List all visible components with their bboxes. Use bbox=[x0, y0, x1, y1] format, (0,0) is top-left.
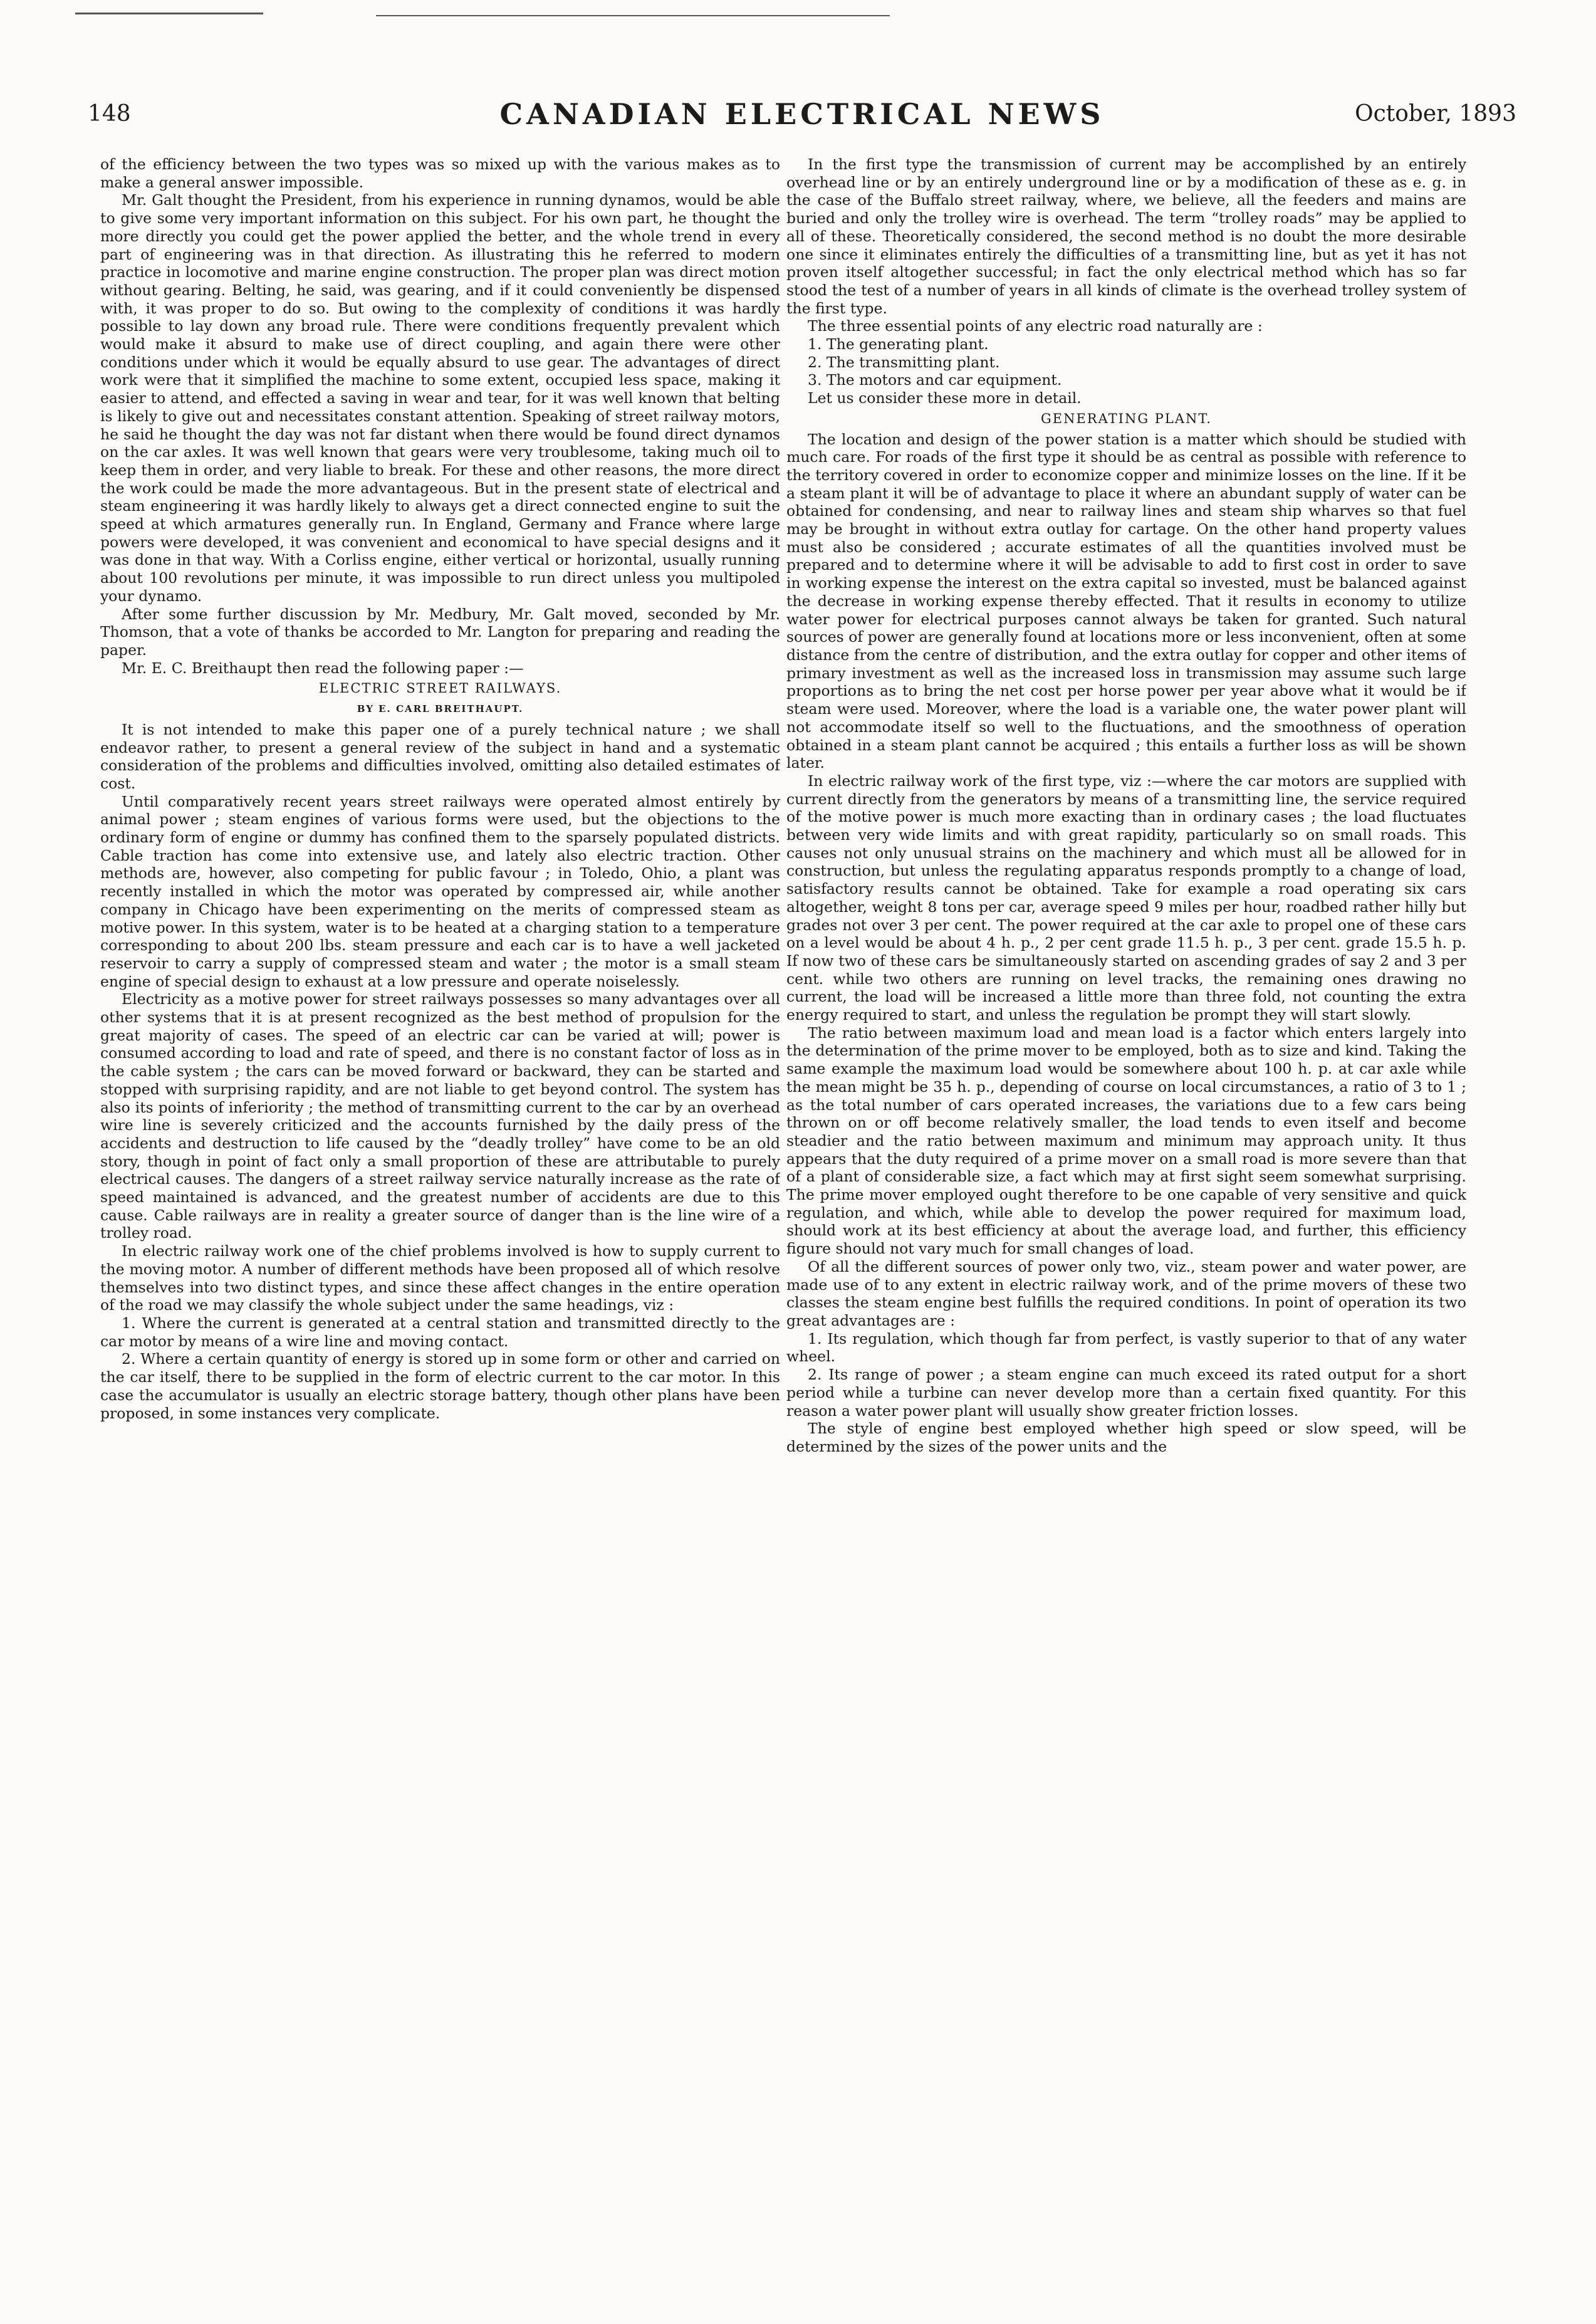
paragraph: In electric railway work of the first type, viz :—where the car motors are supplied with current directly from the generators by means of a transmitting line, the service required of the motive power is much more exacting than in ordinary cases ; the load fluctuates between very wide limits and with great rapidity, particularly so on small roads. This causes not only unusual strains on the machinery and which must all be allowed for in construction, but unless the regulating apparatus responds promptly to a change of load, satisfactory results cannot be obtained. Take for example a road operating six cars altogether, weight 8 tons per car, average speed 9 miles per hour, roadbed rather hilly but grades not over 3 per cent. The power required at the car axle to propel one of these cars on a level would be about 4 h. p., 2 per cent grade 11.5 h. p., 3 per cent. grade 15.5 h. p. If now two of these cars be simultaneously started on ascending grades of say 2 and 3 per cent. while two others are running on level tracks, the remaining ones drawing no current, the load will be increased a little more than three fold, not counting the extra energy required to start, and unless the regulation be prompt they will start slowly. bbox=[786, 772, 1466, 1024]
list-item: 1. The generating plant. bbox=[808, 335, 989, 353]
paragraph: Mr. Galt thought the President, from his experience in running dynamos, would be able to give some very important information on this subject. For his own part, he thought the more directly you could get the power applied the better, and the whole trend in every part of engineering was in that direction. As illustrating this he referred to modern practice in locomotive and marine engine construction. The proper plan was direct motion without gearing. Belting, he said, was gearing, and if it could conveniently be dispensed with, it was proper to do so. But owing to the complexity of conditions it was hardly possible to lay down any broad rule. There were conditions frequently prevalent which would make it absurd to make use of direct coupling, and again there were other conditions under which it would be equally absurd to use gear. The advantages of direct work were that it simplified the machine to some extent, occupied less space, making it easier to attend, and effected a saving in wear and tear, for it was well known that belting is likely to give out and necessitates constant attention. Speaking of street railway motors, he said he thought the day was not far distant when there would be found direct dynamos on the car axles. It was well known that gears were very troublesome, taking much oil to keep them in order, and very liable to break. For these and other reasons, the more direct the work could be made the more advantageous. But in the present state of electrical and steam engineering it was hardly likely to always get a direct connected engine to suit the speed at which armatures generally run. In England, Germany and France where large powers were developed, it was convenient and economical to have special designs and it was done in that way. With a Corliss engine, either vertical or horizontal, usually running about 100 revolutions per minute, it was impossible to run direct unless you multipoled your dynamo. bbox=[100, 191, 780, 605]
paragraph: The ratio between maximum load and mean load is a factor which enters largely into the determination of the prime mover to be employed, both as to size and kind. Taking the same example the maximum load would be somewhere about 100 h. p. at car axle while the mean might be 35 h. p., depending of course on local circumstances, a ratio of 3 to 1 ; as the total number of cars operated increases, the variations due to a few cars being thrown on or off become relatively smaller, the load tends to even itself and become steadier and the ratio between maximum and minimum may approach unity. It thus appears that the duty required of a prime mover on a small road is more severe than that of a plant of considerable size, a fact which may at first sight seem somewhat surprising. The prime mover employed ought therefore to be one capable of very sensitive and quick regulation, and which, while able to develop the power required for maximum load, should work at its best efficiency at about the average load, and further, this efficiency figure should not vary much for small changes of load. bbox=[786, 1023, 1466, 1258]
paragraph: After some further discussion by Mr. Medbury, Mr. Galt moved, seconded by Mr. Thomson, that a vote of thanks be accorded to Mr. Langton for preparing and reading the paper. bbox=[100, 605, 780, 659]
paragraph: Until comparatively recent years street railways were operated almost entirely by animal power ; steam engines of various forms were used, but the objections to the ordinary form of engine or dummy has confined them to the sparsely populated districts. Cable traction has come into extensive use, and lately also electric traction. Other methods are, however, also competing for public favour ; in Toledo, Ohio, a plant was recently installed in which the motor was operated by compressed air, while another company in Chicago have been experimenting on the merits of compressed steam as motive power. In this system, water is to be heated at a charging station to a temperature corresponding to about 200 lbs. steam pressure and each car is to have a well jacketed reservoir to carry a supply of compressed steam and water ; the motor is a small steam engine of special design to exhaust at a low pressure and operate noiselessly. bbox=[100, 792, 780, 990]
section-heading: ELECTRIC STREET RAILWAYS. bbox=[318, 681, 562, 696]
issue-date: October, 1893 bbox=[1355, 101, 1516, 127]
paragraph: It is not intended to make this paper one of a purely technical nature ; we shall endeavor rather, to present a general review of the subject in hand and a systematic consideration of the problems and difficulties involved, omitting also detailed estimates of cost. bbox=[100, 720, 780, 792]
paragraph: Let us consider these more in detail. bbox=[808, 389, 1082, 407]
paragraph: In electric railway work one of the chief problems involved is how to supply current to the moving motor. A number of different methods have been proposed all of which resolve themselves into two distinct types, and since these affect changes in the entire operation of the road we may classify the whole subject under the same headings, viz : bbox=[100, 1242, 780, 1314]
masthead-title: CANADIAN ELECTRICAL NEWS bbox=[499, 97, 1105, 131]
paragraph: Of all the different sources of power only two, viz., steam power and water power, are made use of to any extent in electric railway work, and of the prime movers of these two classes the steam engine best fulfills the required conditions. In point of operation its two great advantages are : bbox=[786, 1257, 1466, 1329]
scan-artifact bbox=[376, 15, 890, 16]
paragraph: Mr. E. C. Breithaupt then read the following paper :— bbox=[122, 659, 524, 677]
list-item: 1. Where the current is generated at a central station and transmitted directly to the car motor by means of a wire line and moving contact. bbox=[100, 1314, 780, 1350]
list-item: 3. The motors and car equipment. bbox=[808, 371, 1062, 389]
paragraph: Electricity as a motive power for street railways possesses so many advantages over all other systems that it is at present recognized as the best method of propulsion for the great majority of cases. The speed of an electric car can be varied at will; power is consumed according to load and rate of speed, and there is no constant factor of loss as in the cable system ; the cars can be moved forward or backward, they can be started and stopped with surprising rapidity, and are not liable to get beyond control. The system has also its points of inferiority ; the method of transmitting current to the car by an overhead wire line is severely criticized and the accounts furnished by the daily press of the accidents and destruction to life caused by the “deadly trolley” have come to be an old story, though in point of fact only a small proportion of these are attributable to purely electrical causes. The dangers of a street railway service naturally increase as the rate of speed maintained is advanced, and the greatest number of accidents are due to this cause. Cable railways are in reality a greater source of danger than is the line wire of a trolley road. bbox=[100, 990, 780, 1242]
paragraph: of the efficiency between the two types was so mixed up with the various makes as to make a general answer impossible. bbox=[100, 155, 780, 191]
paragraph: In the first type the transmission of current may be accomplished by an entirely overhead line or by an entirely underground line or by a modification of these as e. g. in the case of the Buffalo street railway, where, we believe, all the feeders and mains are buried and only the trolley wire is overhead. The term “trolley roads” may be applied to all of these. Theoretically considered, the second method is no doubt the more desirable one since it eliminates entirely the difficulties of a transmitting line, but as yet it has not proven itself altogether successful; in fact the only electrical method which has so far stood the test of a number of years in all kinds of climate is the overhead trolley system of the first type. bbox=[786, 155, 1466, 317]
page-header bbox=[88, 97, 1516, 135]
list-item: 2. Where a certain quantity of energy is stored up in some form or other and carried on the car itself, there to be supplied in the form of electric current to the car motor. In this case the accumulator is usually an electric storage battery, though other plans have been proposed, in some instances very complicate. bbox=[100, 1350, 780, 1422]
right-column bbox=[786, 155, 1466, 2299]
paragraph: The location and design of the power station is a matter which should be studied with much care. For roads of the first type it should be as central as possible with reference to the territory covered in order to economize copper and minimize losses on the line. If it be a steam plant it will be of advantage to place it where an abundant supply of water can be obtained for condensing, and near to railway lines and steam ship wharves so that fuel may be brought in without extra outlay for cartage. On the other hand property values must also be considered ; accurate estimates of all the quantities involved must be prepared and to determine where it will be advisable to add to first cost in order to save in working expense the interest on the extra capital so invested, must be balanced against the decrease in working expense thereby effected. That it results in economy to utilize water power for electrical purposes cannot always be taken for granted. Such natural sources of power are generally found at locations more or less inconvenient, often at some distance from the centre of distribution, and the extra outlay for copper and other items of primary investment as well as the increased loss in transmission may assume such large proportions as to bring the net cost per horse power per year above what it would be if steam were used. Moreover, where the load is a variable one, the water power plant will not accommodate itself so well to the fluctuations, and the smoothness of operation obtained in a steam plant cannot be acquired ; this entails a further loss as will be shown later. bbox=[786, 430, 1466, 772]
paragraph: The style of engine best employed whether high speed or slow speed, will be determined by the sizes of the power units and the bbox=[786, 1420, 1466, 1455]
list-item: 1. Its regulation, which though far from perfect, is vastly superior to that of any water wheel. bbox=[786, 1329, 1466, 1366]
page-number: 148 bbox=[88, 101, 131, 127]
list-item: 2. Its range of power ; a steam engine can much exceed its rated output for a short period while a turbine can never develop more than a certain fixed quantity. For this reason a water power plant will usually show greater friction losses. bbox=[786, 1366, 1466, 1420]
left-column bbox=[100, 155, 780, 2299]
paragraph: The three essential points of any electric road naturally are : bbox=[808, 317, 1263, 335]
scan-artifact bbox=[75, 13, 263, 14]
section-heading: GENERATING PLANT. bbox=[1041, 411, 1212, 426]
list-item: 2. The transmitting plant. bbox=[808, 353, 1000, 371]
byline: BY E. CARL BREITHAUPT. bbox=[357, 703, 524, 715]
